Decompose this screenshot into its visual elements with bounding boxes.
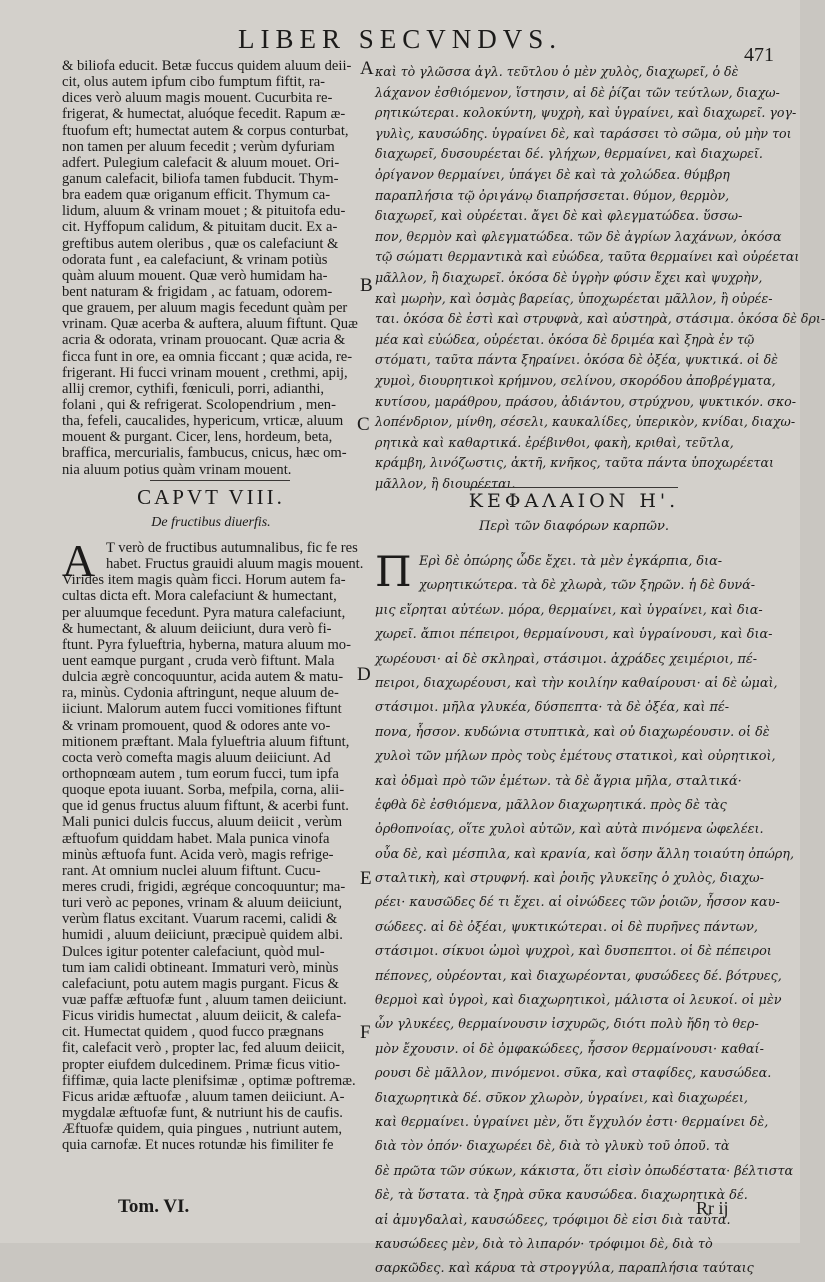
text-line: καὶ ὀδμαὶ πρὸ τῶν ἐμέτων. τὰ δὲ ἄγρια μῆλα, σταλτικά· (375, 773, 742, 789)
text-line: frigerant. Hi fucci vrinam mouent , crethmi, apij, (62, 364, 348, 381)
text-line: quoque epota iuuant. Sorba, mefpila, corna, alii- (62, 782, 345, 799)
text-line: cit. Humectat quidem , quod fucco prægnans (62, 1024, 324, 1041)
text-line: ρουσι δὲ μᾶλλον, πινόμενοι. σῦκα, καὶ σταφίδες, καυσώδεα. (375, 1066, 772, 1082)
text-line: tha, fefeli, caucalides, hypericum, vrticæ, aluum (62, 413, 344, 430)
text-line: πον, θερμὸν καὶ φλεγματώδεα. τῶν δὲ ἀγρίων λαχάνων, ὁκόσα (375, 228, 782, 244)
text-line: ρέει· καυσῶδες δέ τι ἔχει. αἱ οἰνώδεες τῶν ῥοιῶν, ἧσσον καυ- (375, 895, 780, 911)
text-line: δὲ, τὰ ὕστατα. τὰ ξηρὰ σῦκα καυσώδεα. διαχωρητικὰ δέ. (375, 1188, 748, 1204)
text-line: æftuofum quiddam habet. Mala punica vinofa (62, 830, 330, 847)
text-line: fiffimæ, quia lacte plenifsimæ , optimæ poftremæ. (62, 1072, 356, 1089)
text-line: braffica, mercurialis, fambucus, cnicus, hæc om- (62, 445, 347, 462)
text-line: αἱ ἀμυγδαλαὶ, καυσώδεες, τρόφιμοι δὲ εἰσι διὰ ταῦτα. (375, 1212, 731, 1228)
text-line: στάσιμοι. μῆλα γλυκέα, δύσπεπτα· τὰ δὲ ὀξέα, καὶ πέ- (375, 700, 730, 716)
text-line: humidi , aluum deiiciunt, præcipuè quidem albi. (62, 927, 343, 944)
text-line: acria & odorata, vrinam prouocant. Quæ acria & (62, 332, 346, 349)
text-line: μὸν ἔχουσιν. οἱ δὲ ὀμφακώδεες, ἧσσον θερμαίνουσι· καθαί- (375, 1041, 764, 1057)
margin-letter-a: A (360, 58, 374, 79)
text-line: cocta verò comefta magis aluum deiiciunt. Ad (62, 749, 331, 766)
text-line: ὦν γλυκέες, θερμαίνουσιν ἰσχυρῶς, διότι πολὺ ἤδη τὸ θερ- (375, 1017, 759, 1033)
text-line: mygdalæ æftuofæ funt, & nutriunt his de caufis. (62, 1104, 343, 1121)
text-line: per aluumque fecedunt. Pyra matura calefaciunt, (62, 604, 346, 621)
text-line: πειροι, διαχωρέουσι, καὶ τὴν κοιλίην καθαίρουσι· αἱ δὲ ὠμαὶ, (375, 675, 778, 691)
text-line: Ficus viridis humectat , aluum deiicit, & calefa- (62, 1008, 342, 1025)
drop-capital-greek: Π (375, 547, 412, 596)
text-line: dices verò aluum magis mouent. Cucurbita re- (62, 90, 333, 107)
text-line: rant. At omnium nuclei aluum fiftunt. Cucu- (62, 862, 321, 879)
text-line: propter eiufdem dulcedinem. Primæ ficus vitio- (62, 1056, 341, 1073)
text-line: καὶ θερμαίνει. ὑγραίνει μὲν, ὅτι ἔγχυλόν ἐστι· θερμαίνει δὲ, (375, 1114, 769, 1130)
text-line: ται. ὁκόσα δὲ ἐστὶ καὶ στρυφνὰ, καὶ αὐστηρὰ, στάσιμα. ὁκόσα δὲ δρι- (375, 311, 825, 327)
greek-text-bottom (375, 547, 795, 1282)
text-line: λάχανον ἐσθιόμενον, ἵστησιν, αἱ δὲ ῥίζαι τῶν τεύτλων, διαχω- (375, 84, 780, 100)
text-line: fit, calefacit verò , propter lac, fed aluum deiicit, (62, 1040, 345, 1057)
text-line: κράμβη, λινόζωστις, ἀκτῆ, κνῆκος, ταῦτα πάντα ὑποχωρέεται (375, 455, 774, 471)
text-line: ganum calefacit, biliofa tamen fubducit. Thym- (62, 170, 339, 187)
text-line: Æftuofæ quidem, quia pingues , nutriunt autem, (62, 1121, 343, 1138)
text-line: non tamen per aluum fecedit ; verùm dyfuriam (62, 138, 335, 155)
text-line: ρητικώτεραι. κολοκύντη, ψυχρὴ, καὶ ὑγραίνει, καὶ διαχωρεῖ. γογ- (375, 105, 797, 121)
section-rule-greek (468, 487, 678, 488)
text-line: frigerat, & humectat, aluóque fecedit. Rapum æ- (62, 106, 346, 123)
text-line: habet. Fructus grauidi aluum magis mouent. (106, 556, 364, 573)
text-line: Mali punici dulcis fuccus, aluum deiicit , verùm (62, 814, 343, 831)
text-line: ὀρθοπνοίας, οἵτε χυλοὶ αὐτῶν, καὶ αὐτὰ πινόμενα ὠφελέει. (375, 822, 764, 838)
text-line: que grauem, per aluum magis fecedunt quàm per (62, 300, 348, 317)
chapter-subtitle-latin: De fructibus diuerfis. (151, 515, 271, 530)
text-line: χωρητικώτερα. τὰ δὲ χλωρὰ, τῶν ξηρῶν. ἡ δὲ δυνά- (419, 578, 756, 594)
chapter-subtitle-greek: Περὶ τῶν διαφόρων καρπῶν. (478, 519, 670, 534)
text-line: mitionem præftant. Mala fylueftria aluum fiftunt, (62, 733, 350, 750)
text-line: vuæ paffæ æftuofæ funt , aluum tamen deiiciunt. (62, 991, 347, 1008)
text-line: quia carnofæ. Et nuces rotundæ his fimiliter fe (62, 1137, 334, 1154)
margin-letter-f: F (360, 1022, 371, 1043)
text-line: quàm aluum mouent. Quæ verò humidam ha- (62, 267, 328, 284)
signature-mark: Rr ij (696, 1198, 729, 1218)
text-line: lidum, aluum & vrinam mouet ; & pituitofa edu- (62, 203, 346, 220)
greek-text-top (375, 62, 825, 494)
text-line: greftibus autem oleribus , quæ os calefaciunt & (62, 235, 339, 252)
text-line: διαχωρεῖ, καὶ οὐρέεται. ἄγει δὲ καὶ φλεγματώδεα. ὕσσω- (375, 208, 743, 224)
text-line: μᾶλλον, ἢ διαχωρεῖ. ὁκόσα δὲ ὑγρὴν φύσιν ἔχει καὶ ψυχρὴν, (375, 269, 763, 285)
text-line: σώδεες. αἱ δὲ ὀξέαι, ψυκτικώτεραι. οἱ δὲ πυρῆνες πάντων, (375, 919, 758, 935)
text-line: παραπλήσια τῷ ὀριγάνῳ διαπρήσσεται. θύμον, θερμὸν, (375, 187, 730, 203)
text-line: cit, olus autem ipfum cibo fumptum fiftit, ra- (62, 74, 326, 91)
text-line: calefaciunt, potu autem magis purgant. Ficus & (62, 975, 339, 992)
text-line: ra, minùs. Cydonia aftringunt, neque aluum de- (62, 685, 339, 702)
text-line: μᾶλλον, ἢ διουρέεται. (375, 475, 516, 491)
text-line: καὶ τὸ γλῶσσα ἀγλ. τεῦτλου ὁ μὲν χυλὸς, διαχωρεῖ, ὁ δὲ (375, 64, 739, 79)
text-line: dulcia ægrè concoquuntur, acida autem & matu- (62, 669, 344, 686)
text-line: ficca funt in ore, ea omnia ficcant ; quæ acida, re- (62, 348, 353, 365)
text-line: que id genus fructus aluum fiftunt, & acerbi funt. (62, 798, 349, 815)
text-line: turi verò ac pepones, vrinam & aluum deiiciunt, (62, 895, 343, 912)
text-line: δὲ πρῶτα τῶν σύκων, κάκιστα, ὅτι εἰσὶν ὀπωδέστατα· βέλτιστα (375, 1163, 794, 1179)
margin-letter-d: D (357, 664, 371, 685)
text-line: χωρέουσι· αἱ δὲ σκληραὶ, στάσιμοι. ἀχράδες χειμέριοι, πέ- (375, 651, 758, 667)
text-line: & biliofa educit. Betæ fuccus quidem aluum deii- (62, 58, 352, 74)
drop-capital-latin: A (62, 535, 96, 586)
text-line: verùm flatus excitant. Vuarum racemi, calidi & (62, 911, 338, 928)
text-line: bra eadem quæ origanum efficit. Thymum ca- (62, 187, 331, 204)
section-rule-latin (150, 480, 290, 481)
running-title: LIBER SECVNDVS. (237, 24, 563, 54)
text-line: bent naturam & frigidam , ac fatuam, odorem- (62, 283, 333, 300)
margin-letter-b: B (360, 275, 373, 296)
text-line: θερμοὶ καὶ ὑγροὶ, καὶ διαχωρητικοὶ, μάλιστα οἱ λευκοί. οἱ μὲν (375, 993, 782, 1009)
text-line: χωρεῖ. ἄπιοι πέπειροι, θερμαίνουσι, καὶ ὑγραίνουσι, καὶ δια- (375, 627, 773, 643)
text-line: vrinam. Quæ acerba & auftera, aluum fiftunt. Quæ (62, 316, 358, 333)
latin-text-top (62, 58, 360, 478)
text-line: χυλοὶ τῶν μήλων πρὸς τοὺς ἐμέτους στατικοὶ, καὶ οὐρητικοὶ, (375, 749, 776, 765)
margin-letter-c: C (357, 414, 370, 435)
text-line: minùs æftuofa funt. Acida verò, magis refrige- (62, 846, 334, 863)
text-line: Dulces igitur potenter calefaciunt, quòd mul- (62, 943, 325, 960)
text-line: γυλὶς, καυσώδης. ὑγραίνει δὲ, καὶ ταράσσει τὸ σῶμα, οὐ μὴν τοι (375, 125, 792, 141)
text-line: Virides item magis quàm ficci. Horum autem fa- (62, 572, 346, 589)
text-line: tum iam calidi obtineant. Immaturi verò, minùs (62, 959, 339, 976)
text-line: allij cremor, cythifi, fœniculi, porri, adianthi, (62, 380, 325, 397)
text-line: & vrinam promouent, quod & odores ante vo- (62, 717, 331, 734)
text-line: folani , qui & refrigerat. Scolopendrium , men- (62, 396, 336, 413)
text-line: cultas dicta eft. Mora calefaciunt & humectant, (62, 588, 337, 605)
text-line: Ficus aridæ æftuofæ , aluum tamen deiiciunt. A- (62, 1088, 345, 1105)
text-line: ἑφθὰ δὲ ἐσθιόμενα, μᾶλλον διαχωρητικά. πρὸς δὲ τὰς (375, 797, 727, 813)
text-line: ftuofum eft; humectat autem & corpus conturbat, (62, 122, 349, 139)
text-line: διαχωρεῖ, δυσουρέεται δέ. γλήχων, θερμαίνει, καὶ διαχωρεῖ. (375, 146, 763, 162)
chapter-title-greek: ΚΕΦΑΛΑΙΟΝ Η'. (468, 490, 680, 512)
text-line: uent eamque purgant , cruda verò fiftunt. Mala (62, 652, 335, 669)
text-line: οὖα δὲ, καὶ μέσπιλα, καὶ κρανία, καὶ ὅσην ἄλλη τοιαύτη ὀπώρη, (375, 846, 795, 862)
text-line: Ερὶ δὲ ὀπώρης ὧδε ἔχει. τὰ μὲν ἐγκάρπια, δια- (419, 554, 723, 569)
text-line: μέα καὶ εὐώδεα, οὐρέεται. ὁκόσα δὲ δριμέα καὶ ξηρὰ ἐν τῷ (375, 331, 755, 347)
text-line: orthopnœam autem , tum eorum fucci, tum ipfa (62, 765, 339, 782)
chapter-title-latin: CAPVT VIII. (137, 485, 285, 509)
text-line: nia aluum potius quàm vrinam mouent. (62, 461, 292, 478)
volume-footer: Tom. VI. (118, 1196, 190, 1217)
text-line: odorata funt , ea calefaciunt, & vrinam potiùs (62, 251, 328, 268)
text-line: mouent & purgant. Cicer, lens, hordeum, beta, (62, 429, 333, 446)
text-line: καυσώδεες μὲν, διὰ τὸ λιπαρόν· τρόφιμοι δὲ, διὰ τὸ (375, 1236, 713, 1252)
text-line: στάσιμοι. σίκυοι ὠμοὶ ψυχροὶ, καὶ δυσπεπτοι. οἱ δὲ πέπειροι (375, 944, 772, 960)
text-line: διὰ τὸν ὀπόν· διαχωρέει δὲ, διὰ τὸ γλυκὺ τοῦ ὀποῦ. τὰ (375, 1139, 730, 1155)
text-line: ρητικὰ καὶ καθαρτικά. ἐρέβινθοι, φακὴ, κριθαὶ, τεῦτλα, (375, 434, 734, 450)
text-line: adfert. Pulegium calefacit & aluum mouet. Ori- (62, 154, 340, 171)
text-line: iiciunt. Malorum autem fucci vomitiones fiftunt (62, 701, 342, 718)
text-line: cit. Hyffopum calidum, & pituitam ducit. Ex a- (62, 219, 338, 236)
text-line: πέπονες, οὐρέονται, καὶ διαχωρέονται, φυσώδεες δέ. βότρυες, (375, 968, 782, 984)
latin-text-bottom (62, 535, 364, 1154)
margin-letter-e: E (360, 868, 372, 889)
text-line: μις εἴρηται αὐτέων. μόρα, θερμαίνει, καὶ ὑγραίνει, καὶ δια- (375, 602, 763, 618)
text-line: ftunt. Pyra fylueftria, hyberna, matura aluum mo- (62, 636, 351, 653)
text-line: διαχωρητικὰ δέ. σῦκον χλωρὸν, ὑγραίνει, καὶ διαχωρέει, (375, 1090, 748, 1106)
text-line: meres crudi, frigidi, ægréque concoquuntur; ma- (62, 878, 346, 895)
text-line: & humectant, & aluum deiiciunt, dura verò fi- (62, 620, 332, 637)
text-line: λοπένδριον, μίνθη, σέσελι, καυκαλίδες, ὑπερικὸν, κνίδαι, διαχω- (375, 414, 796, 430)
text-line: ὀρίγανον θερμαίνει, ὑπάγει δὲ καὶ τὰ χολώδεα. θύμβρη (375, 166, 730, 182)
text-line: T verò de fructibus autumnalibus, fic fe res (106, 540, 358, 556)
page-number: 471 (744, 44, 774, 66)
text-line: στόματι, ταῦτα πάντα ξηραίνει. ὁκόσα δὲ ὀξέα, ψυκτικά. οἱ δὲ (375, 352, 778, 368)
text-line: χυμοὶ, διουρητικοὶ κρήμνου, σελίνου, σκορόδου ἀποβρέγματα, (375, 372, 776, 388)
text-line: τῷ σώματι θερμαντικὰ καὶ εὐώδεα, ταῦτα θερμαίνει καὶ οὐρέεται (375, 249, 800, 265)
text-line: κυτίσου, μαράθρου, πράσου, ἀδιάντου, στρύχνου, ψυκτικόν. σκο- (375, 393, 796, 409)
text-line: σταλτικὴ, καὶ στρυφνή. καὶ ῥοιῆς γλυκεῖης ὁ χυλὸς, διαχω- (375, 871, 764, 887)
text-line: σαρκῶδες. καὶ κάρυα τὰ στρογγύλα, παραπλήσια ταύταις (375, 1261, 754, 1277)
text-line: καὶ μωρὴν, καὶ ὀσμὰς βαρείας, ὑποχωρέεται μᾶλλον, ἢ οὐρέε- (375, 290, 773, 306)
text-line: πονα, ἧσσον. κυδώνια στυπτικὰ, καὶ οὐ διαχωρέουσιν. οἱ δὲ (375, 724, 770, 740)
